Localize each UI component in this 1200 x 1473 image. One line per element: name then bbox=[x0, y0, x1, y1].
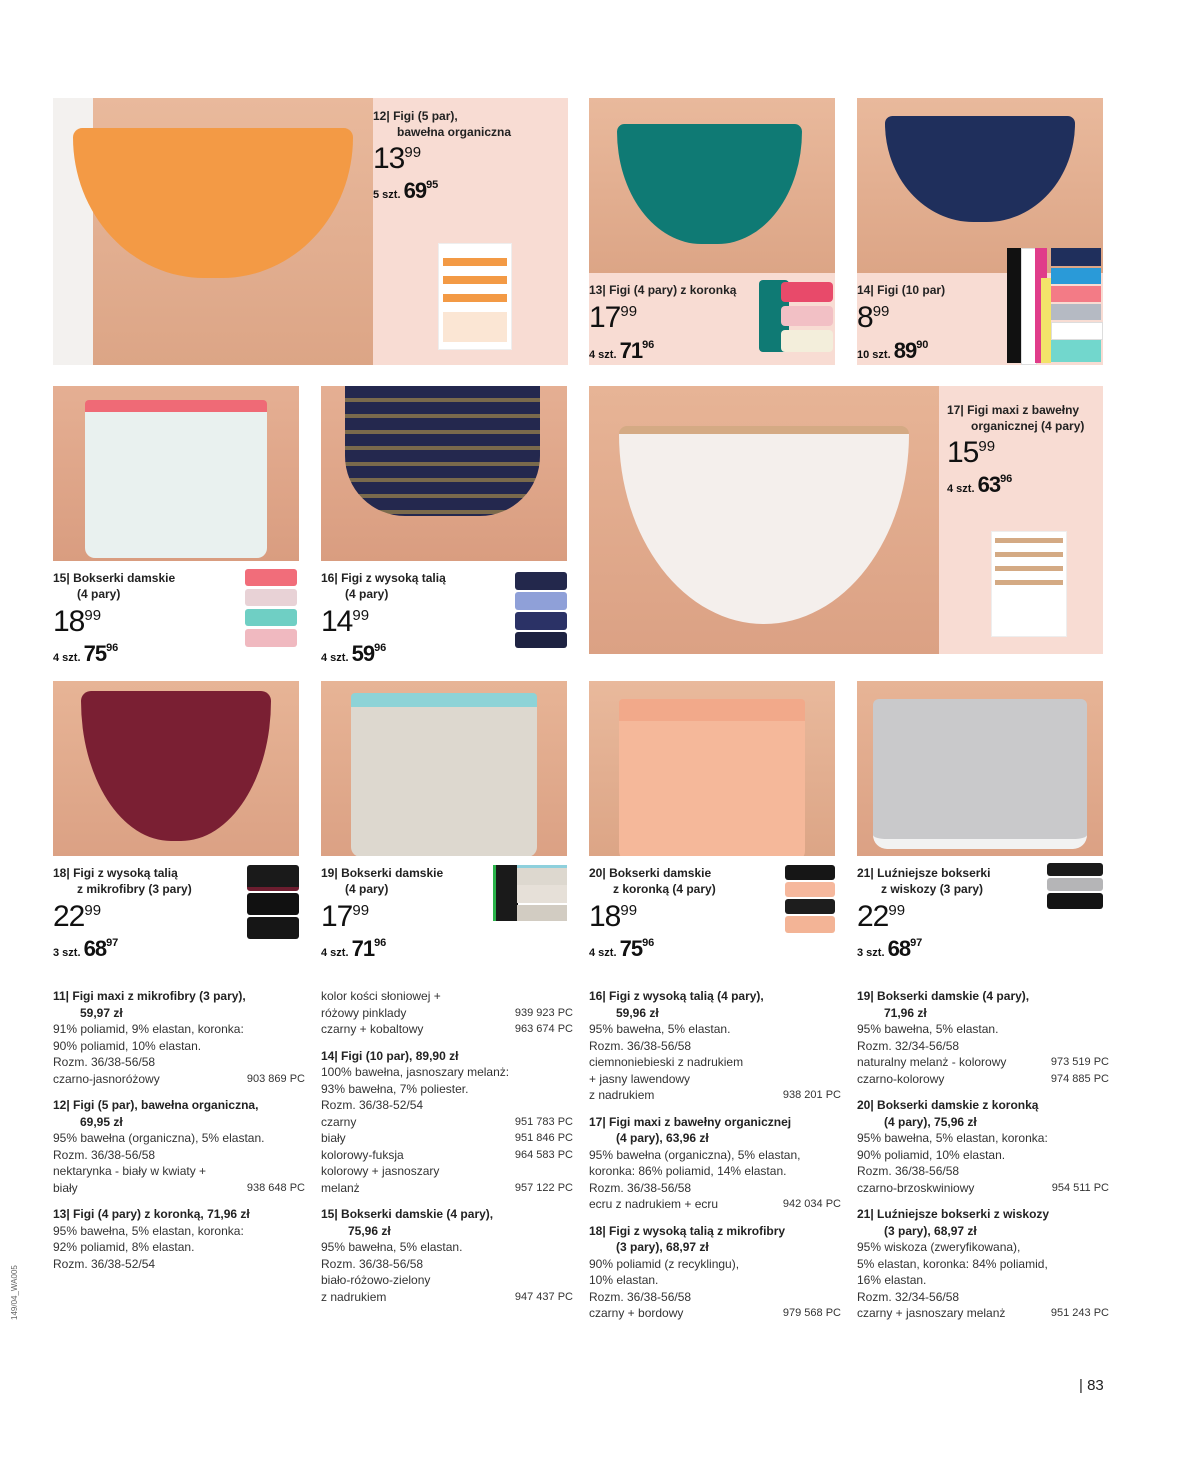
detail-line bbox=[857, 1272, 1109, 1289]
product-code: 938 201 PC bbox=[782, 1089, 841, 1101]
details-entry bbox=[589, 1114, 841, 1213]
product-price: $14^{99}$ bbox=[321, 605, 370, 638]
detail-text: z nadrukiem bbox=[321, 1289, 387, 1304]
panty-illustration bbox=[73, 128, 353, 278]
detail-text: 95% wiskoza (zweryfikowana), bbox=[857, 1240, 1021, 1254]
product-price: $22^{99}$ bbox=[857, 900, 906, 933]
product-photo-20 bbox=[589, 681, 835, 856]
product-code: 947 437 PC bbox=[514, 1290, 573, 1303]
entry-price: (3 pary), 68,97 zł bbox=[884, 1223, 977, 1238]
detail-text: 95% bawełna (organiczna), 5% elastan. bbox=[53, 1131, 265, 1145]
detail-line bbox=[589, 1163, 841, 1180]
details-entry bbox=[321, 1048, 573, 1197]
details-entry bbox=[321, 988, 573, 1038]
entry-price: 59,96 zł bbox=[616, 1005, 659, 1020]
detail-line bbox=[53, 1071, 305, 1088]
multipack-price: 3 szt. $68^{97}$ bbox=[53, 936, 119, 961]
detail-text: czarny + bordowy bbox=[589, 1306, 684, 1320]
detail-line bbox=[857, 1180, 1109, 1197]
detail-line bbox=[589, 1054, 841, 1071]
detail-line bbox=[857, 1289, 1109, 1306]
product-code: 938 648 PC bbox=[246, 1181, 305, 1194]
detail-text: koronka: 86% poliamid, 14% elastan. bbox=[589, 1164, 787, 1178]
product-code: 942 034 PC bbox=[782, 1198, 841, 1210]
detail-text: różowy pinklady bbox=[321, 1005, 407, 1020]
details-entry bbox=[53, 1097, 305, 1196]
detail-line bbox=[589, 1071, 841, 1088]
detail-text: 95% bawełna, 5% elastan. bbox=[321, 1240, 463, 1254]
detail-text: z nadrukiem bbox=[589, 1088, 655, 1102]
product-title: 18| Figi z wysoką talią z mikrofibry (3 pary) bbox=[53, 866, 192, 896]
panty-illustration bbox=[617, 124, 802, 244]
detail-text: 91% poliamid, 9% elastan, koronka: bbox=[53, 1022, 244, 1036]
product-title: 13| Figi (4 pary) z koronką bbox=[589, 283, 737, 297]
detail-text: naturalny melanż - kolorowy bbox=[857, 1055, 1007, 1069]
detail-text: 16% elastan. bbox=[857, 1273, 927, 1287]
detail-line bbox=[857, 1147, 1109, 1164]
product-code: 939 923 PC bbox=[514, 1006, 573, 1019]
product-price: $15^{99}$ bbox=[947, 436, 996, 469]
detail-text: Rozm. 36/38-56/58 bbox=[53, 1055, 156, 1069]
details-entry bbox=[589, 988, 841, 1104]
detail-line bbox=[321, 1005, 573, 1022]
detail-text: kolor kości słoniowej + bbox=[321, 989, 441, 1003]
detail-text: 95% bawełna, 5% elastan, koronka: bbox=[857, 1131, 1048, 1145]
product-code: 903 869 PC bbox=[246, 1072, 305, 1085]
pack-thumbnail bbox=[438, 243, 512, 350]
product-code: 951 783 PC bbox=[514, 1115, 573, 1128]
product-tile-15[interactable] bbox=[53, 386, 299, 668]
product-photo-19 bbox=[321, 681, 567, 856]
detail-line bbox=[321, 1163, 573, 1180]
detail-text: Rozm. 36/38-56/58 bbox=[321, 1256, 424, 1271]
detail-line bbox=[589, 1305, 841, 1322]
detail-line bbox=[321, 1289, 573, 1306]
detail-line bbox=[857, 1071, 1109, 1088]
detail-text: Rozm. 36/38-56/58 bbox=[857, 1164, 960, 1178]
entry-price: 59,97 zł bbox=[80, 1005, 123, 1020]
detail-text: Rozm. 36/38-56/58 bbox=[589, 1289, 692, 1304]
detail-text: 95% bawełna, 5% elastan, koronka: bbox=[53, 1223, 244, 1238]
detail-text: biało-różowo-zielony bbox=[321, 1273, 431, 1287]
details-entry bbox=[857, 1206, 1109, 1322]
detail-text: 93% bawełna, 7% poliester. bbox=[321, 1081, 469, 1096]
product-tile-19[interactable] bbox=[321, 681, 567, 963]
detail-line bbox=[53, 1147, 305, 1164]
detail-text: czarno-jasnoróżowy bbox=[53, 1071, 160, 1086]
multipack-price: 4 szt. $59^{96}$ bbox=[321, 641, 387, 666]
detail-line bbox=[589, 1256, 841, 1273]
multipack-price: 4 szt. $71^{96}$ bbox=[321, 936, 387, 961]
entry-price: 71,96 zł bbox=[884, 1005, 927, 1020]
panty-illustration bbox=[885, 116, 1075, 222]
entry-heading: 18| Figi z wysoką talią z mikrofibry bbox=[589, 1223, 786, 1238]
multipack-price: 4 szt. $63^{96}$ bbox=[947, 472, 1013, 497]
detail-text: 95% bawełna, 5% elastan. bbox=[589, 1022, 731, 1036]
entry-heading: 16| Figi z wysoką talią (4 pary), bbox=[589, 989, 764, 1003]
entry-heading: 17| Figi maxi z bawełny organicznej bbox=[589, 1114, 792, 1129]
detail-line bbox=[589, 1272, 841, 1289]
entry-heading: 19| Bokserki damskie (4 pary), bbox=[857, 989, 1030, 1003]
entry-price: (4 pary), 75,96 zł bbox=[884, 1114, 977, 1129]
entry-heading: 15| Bokserki damskie (4 pary), bbox=[321, 1207, 494, 1221]
product-title: 21| Luźniejsze bokserki z wiskozy (3 pary) bbox=[857, 866, 991, 896]
product-tile-12[interactable] bbox=[53, 98, 568, 365]
detail-line bbox=[321, 1256, 573, 1273]
detail-line bbox=[53, 1223, 305, 1240]
detail-text: 10% elastan. bbox=[589, 1273, 659, 1287]
entry-heading: 21| Luźniejsze bokserki z wiskozy bbox=[857, 1207, 1050, 1221]
product-photo-17 bbox=[589, 386, 939, 654]
detail-text: czarny bbox=[321, 1114, 357, 1129]
detail-text: ciemnoniebieski z nadrukiem bbox=[589, 1055, 744, 1069]
panty-illustration bbox=[351, 693, 537, 856]
detail-line bbox=[321, 1021, 573, 1038]
pack-thumbnail bbox=[991, 531, 1067, 637]
detail-text: czarny + kobaltowy bbox=[321, 1022, 424, 1036]
product-photo-16 bbox=[321, 386, 567, 561]
entry-price: (4 pary), 63,96 zł bbox=[616, 1131, 709, 1145]
detail-text: 95% bawełna, 5% elastan. bbox=[857, 1022, 999, 1036]
details-entry bbox=[53, 988, 305, 1087]
detail-line bbox=[589, 1087, 841, 1104]
detail-line bbox=[857, 1130, 1109, 1147]
detail-text: czarny + jasnoszary melanż bbox=[857, 1306, 1006, 1320]
panty-illustration bbox=[81, 691, 271, 841]
detail-line bbox=[53, 1180, 305, 1197]
detail-text: nektarynka - biały w kwiaty + bbox=[53, 1164, 207, 1178]
detail-line bbox=[321, 1147, 573, 1164]
product-title: 19| Bokserki damskie (4 pary) bbox=[321, 866, 444, 896]
detail-line bbox=[589, 1289, 841, 1306]
entry-heading: 14| Figi (10 par), 89,90 zł bbox=[321, 1048, 459, 1063]
detail-line bbox=[53, 1239, 305, 1256]
product-tile-17[interactable] bbox=[589, 386, 1103, 654]
multipack-price: 4 szt. $71^{96}$ bbox=[589, 338, 655, 363]
detail-line bbox=[321, 1064, 573, 1081]
detail-text: + jasny lawendowy bbox=[589, 1071, 691, 1086]
panty-illustration bbox=[619, 699, 805, 856]
detail-line bbox=[857, 1021, 1109, 1038]
details-entry bbox=[589, 1223, 841, 1322]
details-entry bbox=[857, 1097, 1109, 1196]
pack-thumbnail bbox=[759, 280, 835, 355]
detail-text: kolorowy-fuksja bbox=[321, 1147, 404, 1162]
entry-heading: 11| Figi maxi z mikrofibry (3 pary), bbox=[53, 989, 246, 1003]
product-tile-14[interactable] bbox=[857, 98, 1103, 365]
detail-text: melanż bbox=[321, 1180, 360, 1195]
panty-illustration bbox=[873, 699, 1087, 849]
pack-thumbnail bbox=[245, 569, 297, 647]
product-price: $18^{99}$ bbox=[589, 900, 638, 933]
product-title: 14| Figi (10 par) bbox=[857, 283, 946, 297]
pack-thumbnail bbox=[1047, 863, 1103, 909]
detail-line bbox=[53, 1256, 305, 1273]
detail-line bbox=[857, 1239, 1109, 1256]
detail-text: biały bbox=[53, 1180, 78, 1195]
detail-text: Rozm. 36/38-56/58 bbox=[53, 1147, 156, 1162]
pack-thumbnail bbox=[1007, 248, 1102, 363]
detail-text: Rozm. 32/34-56/58 bbox=[857, 1038, 960, 1053]
entry-price: (3 pary), 68,97 zł bbox=[616, 1240, 709, 1254]
detail-text: 95% bawełna (organiczna), 5% elastan, bbox=[589, 1147, 801, 1162]
detail-line bbox=[53, 1130, 305, 1147]
product-code: 954 511 PC bbox=[1051, 1181, 1109, 1194]
details-entry bbox=[321, 1206, 573, 1305]
product-photo-13 bbox=[589, 98, 835, 273]
detail-line bbox=[321, 1130, 573, 1147]
product-tile-21[interactable] bbox=[857, 681, 1103, 963]
detail-text: Rozm. 36/38-56/58 bbox=[589, 1180, 692, 1195]
product-code: 974 885 PC bbox=[1050, 1072, 1109, 1085]
product-title: 15| Bokserki damskie (4 pary) bbox=[53, 571, 176, 601]
detail-text: 5% elastan, koronka: 84% poliamid, bbox=[857, 1256, 1048, 1271]
details-column-1 bbox=[53, 988, 305, 1282]
product-price: $18^{99}$ bbox=[53, 605, 102, 638]
detail-line bbox=[589, 1180, 841, 1197]
detail-line bbox=[857, 1163, 1109, 1180]
entry-price: 69,95 zł bbox=[80, 1114, 123, 1129]
product-photo-21 bbox=[857, 681, 1103, 856]
page-number: | 83 bbox=[1079, 1377, 1104, 1394]
detail-line bbox=[53, 1054, 305, 1071]
multipack-price: 4 szt. $75^{96}$ bbox=[589, 936, 655, 961]
multipack-price: 3 szt. $68^{97}$ bbox=[857, 936, 923, 961]
detail-line bbox=[321, 1239, 573, 1256]
product-code: 951 243 PC bbox=[1050, 1307, 1109, 1319]
detail-line bbox=[857, 1038, 1109, 1055]
product-title: 17| Figi maxi z bawełny organicznej (4 pary) bbox=[947, 403, 1085, 433]
entry-price: 75,96 zł bbox=[348, 1223, 391, 1238]
product-tile-16[interactable] bbox=[321, 386, 567, 668]
detail-line bbox=[589, 1147, 841, 1164]
multipack-price: 5 szt. $69^{95}$ bbox=[373, 178, 439, 203]
detail-line bbox=[589, 1021, 841, 1038]
product-tile-20[interactable] bbox=[589, 681, 835, 963]
details-entry bbox=[53, 1206, 305, 1272]
detail-text: Rozm. 36/38-52/54 bbox=[321, 1098, 424, 1112]
pack-thumbnail bbox=[493, 865, 567, 923]
multipack-price: 10 szt. $89^{90}$ bbox=[857, 338, 929, 363]
entry-heading: 13| Figi (4 pary) z koronką, 71,96 zł bbox=[53, 1207, 250, 1221]
detail-text: 92% poliamid, 8% elastan. bbox=[53, 1240, 195, 1254]
detail-line bbox=[857, 1256, 1109, 1273]
product-price: $13^{99}$ bbox=[373, 142, 422, 175]
product-code: 979 568 PC bbox=[782, 1307, 841, 1319]
detail-text: 90% poliamid, 10% elastan. bbox=[53, 1038, 202, 1053]
product-code: 964 583 PC bbox=[514, 1148, 573, 1161]
product-price: $22^{99}$ bbox=[53, 900, 102, 933]
detail-line bbox=[53, 1021, 305, 1038]
product-code: 973 519 PC bbox=[1050, 1056, 1109, 1068]
detail-line bbox=[321, 1272, 573, 1289]
product-photo-15 bbox=[53, 386, 299, 561]
detail-line bbox=[321, 1180, 573, 1197]
product-photo-12 bbox=[53, 98, 373, 365]
entry-heading: 20| Bokserki damskie z koronką bbox=[857, 1098, 1039, 1112]
detail-line bbox=[857, 1305, 1109, 1322]
product-photo-14 bbox=[857, 98, 1103, 273]
details-column-4 bbox=[857, 988, 1109, 1332]
detail-text: czarno-brzoskwiniowy bbox=[857, 1180, 975, 1195]
detail-text: kolorowy + jasnoszary bbox=[321, 1164, 440, 1178]
product-title: 16| Figi z wysoką talią (4 pary) bbox=[321, 571, 446, 601]
catalog-code: 149/04_WA005 bbox=[10, 1265, 19, 1320]
multipack-price: 4 szt. $75^{96}$ bbox=[53, 641, 119, 666]
pack-thumbnail bbox=[785, 865, 835, 935]
product-title: 20| Bokserki damskie z koronką (4 pary) bbox=[589, 866, 716, 896]
detail-line bbox=[589, 1196, 841, 1213]
details-column-3 bbox=[589, 988, 841, 1332]
detail-text: 90% poliamid (z recyklingu), bbox=[589, 1256, 740, 1271]
detail-line bbox=[857, 1054, 1109, 1071]
product-price: $17^{99}$ bbox=[589, 301, 638, 334]
detail-text: ecru z nadrukiem + ecru bbox=[589, 1197, 719, 1211]
detail-text: Rozm. 36/38-52/54 bbox=[53, 1256, 156, 1271]
details-entry bbox=[857, 988, 1109, 1087]
entry-heading: 12| Figi (5 par), bawełna organiczna, bbox=[53, 1098, 259, 1112]
detail-line bbox=[321, 1097, 573, 1114]
detail-text: 90% poliamid, 10% elastan. bbox=[857, 1147, 1006, 1162]
detail-line bbox=[321, 1081, 573, 1098]
product-tile-18[interactable] bbox=[53, 681, 299, 963]
panty-illustration bbox=[85, 400, 267, 558]
product-price: $8^{99}$ bbox=[857, 301, 890, 334]
panty-illustration bbox=[619, 426, 909, 624]
detail-text: Rozm. 36/38-56/58 bbox=[589, 1038, 692, 1053]
detail-text: Rozm. 32/34-56/58 bbox=[857, 1289, 960, 1304]
details-column-2 bbox=[321, 988, 573, 1315]
panty-illustration bbox=[345, 386, 540, 516]
product-code: 957 122 PC bbox=[514, 1181, 573, 1194]
product-code: 963 674 PC bbox=[514, 1023, 573, 1035]
product-photo-18 bbox=[53, 681, 299, 856]
product-code: 951 846 PC bbox=[514, 1132, 573, 1144]
detail-text: biały bbox=[321, 1131, 346, 1145]
detail-line bbox=[53, 1038, 305, 1055]
pack-thumbnail bbox=[515, 572, 567, 648]
pack-thumbnail bbox=[247, 865, 299, 937]
detail-line bbox=[589, 1038, 841, 1055]
product-title: 12| Figi (5 par), bawełna organiczna bbox=[373, 109, 512, 139]
product-tile-13[interactable] bbox=[589, 98, 835, 365]
detail-line bbox=[53, 1163, 305, 1180]
detail-text: czarno-kolorowy bbox=[857, 1071, 945, 1086]
detail-text: 100% bawełna, jasnoszary melanż: bbox=[321, 1065, 510, 1079]
product-price: $17^{99}$ bbox=[321, 900, 370, 933]
detail-line bbox=[321, 1114, 573, 1131]
detail-line bbox=[321, 988, 573, 1005]
